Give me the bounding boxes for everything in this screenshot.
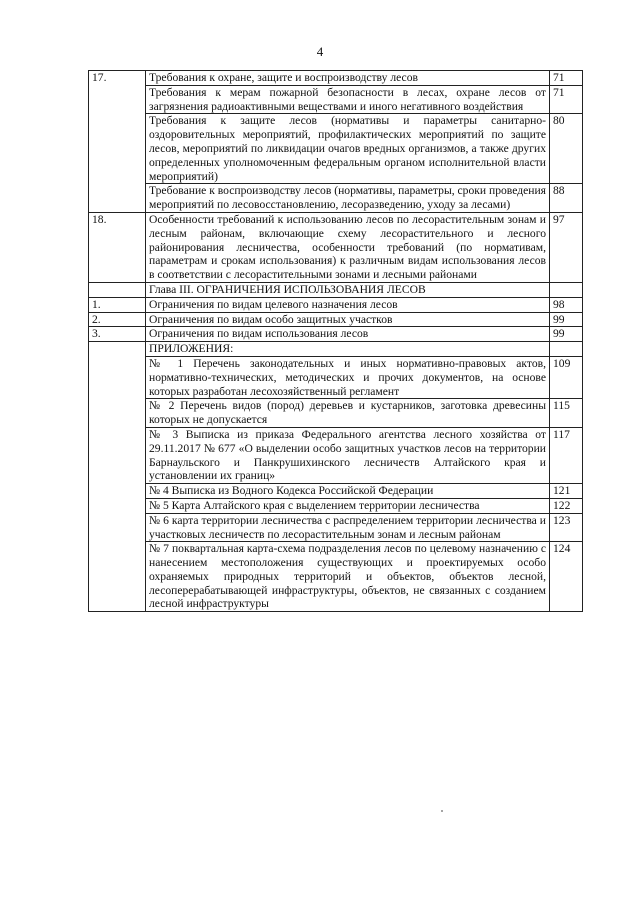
entry-title: Требования к защите лесов (нормативы и параметры санитарно-оздоровительных мероприятий, профилактических мероприятий по защите лесов, мероприятий по ликвидации очагов вредных организмов, а также других определенных уполномоченным федеральным органом исполнительной власти мероприятий) xyxy=(146,114,550,184)
entry-title: № 7 поквартальная карта-схема подразделения лесов по целевому назначению с нанесением местоположения существующих и проектируемых особо охраняемых природных территорий и объектов, объектов лесной, лесоперерабатывающей инфраструктуры, объектов, не связанных с созданием лесной инфраструктуры xyxy=(146,542,550,612)
entry-page-number: 88 xyxy=(550,184,583,213)
table-row xyxy=(89,71,583,86)
entry-title: Требования к мерам пожарной безопасности в лесах, охране лесов от загрязнения радиоактивными веществами и иного негативного воздействия xyxy=(146,85,550,114)
table-row xyxy=(89,114,583,184)
entry-title: Ограничения по видам особо защитных участков xyxy=(146,312,550,327)
entry-title: Ограничения по видам целевого назначения лесов xyxy=(146,297,550,312)
table-row xyxy=(89,297,583,312)
entry-title: № 2 Перечень видов (пород) деревьев и кустарников, заготовка древесины которых не допускается xyxy=(146,399,550,428)
section-number: 3. xyxy=(89,327,146,342)
table-row xyxy=(89,212,583,282)
table-row xyxy=(89,399,583,428)
table-row xyxy=(89,542,583,612)
section-number xyxy=(89,282,146,297)
entry-title: Ограничения по видам использования лесов xyxy=(146,327,550,342)
entry-title: № 1 Перечень законодательных и иных нормативно-правовых актов, нормативно-технических, методических и прочих документов, на основе которых разработан лесохозяйственный регламент xyxy=(146,356,550,398)
entry-page-number: 122 xyxy=(550,498,583,513)
entry-title: Особенности требований к использованию лесов по лесорастительным зонам и лесным районам, включающие схему лесорастительного и лесного районирования лесничества, особенности требований (по нормативам, параметрам и срокам использования) к различным видам использования лесов в соответствии с лесорастительными зонами и лесными районами xyxy=(146,212,550,282)
entry-page-number: 99 xyxy=(550,312,583,327)
entry-title: № 5 Карта Алтайского края с выделением территории лесничества xyxy=(146,498,550,513)
section-number: 17. xyxy=(89,71,146,213)
section-number: 2. xyxy=(89,312,146,327)
entry-page-number: 71 xyxy=(550,85,583,114)
table-of-contents xyxy=(88,70,583,612)
entry-page-number: 98 xyxy=(550,297,583,312)
entry-title: Требования к охране, защите и воспроизводству лесов xyxy=(146,71,550,86)
table-row xyxy=(89,484,583,499)
section-number: 1. xyxy=(89,297,146,312)
entry-page-number: 97 xyxy=(550,212,583,282)
page-number: 4 xyxy=(316,44,324,59)
section-number xyxy=(89,342,146,612)
table-row xyxy=(89,327,583,342)
entry-title: № 3 Выписка из приказа Федерального агентства лесного хозяйства от 29.11.2017 № 677 «О выделении особо защитных участков лесов на территории Барнаульского и Панкрушихинского лесничеств Алтайского края и установлении их границ» xyxy=(146,427,550,483)
entry-page-number: 121 xyxy=(550,484,583,499)
table-row xyxy=(89,498,583,513)
entry-title: № 4 Выписка из Водного Кодекса Российской Федерации xyxy=(146,484,550,499)
entry-page-number xyxy=(550,282,583,297)
table-row xyxy=(89,85,583,114)
entry-title: № 6 карта территории лесничества с распределением территории лесничества и участковых лесничеств по лесорастительным зонам и лесным районам xyxy=(146,513,550,542)
entry-page-number: 124 xyxy=(550,542,583,612)
entry-page-number: 71 xyxy=(550,71,583,86)
table-row xyxy=(89,342,583,357)
table-row xyxy=(89,312,583,327)
table-row xyxy=(89,184,583,213)
entry-title: Требование к воспроизводству лесов (нормативы, параметры, сроки проведения мероприятий по лесовосстановлению, лесоразведению, уходу за лесами) xyxy=(146,184,550,213)
entry-page-number xyxy=(550,342,583,357)
table-row xyxy=(89,282,583,297)
entry-page-number: 117 xyxy=(550,427,583,483)
entry-page-number: 109 xyxy=(550,356,583,398)
entry-title: ПРИЛОЖЕНИЯ: xyxy=(146,342,550,357)
scan-dot xyxy=(441,810,443,812)
table-row xyxy=(89,513,583,542)
entry-title: Глава III. ОГРАНИЧЕНИЯ ИСПОЛЬЗОВАНИЯ ЛЕСОВ xyxy=(146,282,550,297)
table-row xyxy=(89,427,583,483)
entry-page-number: 99 xyxy=(550,327,583,342)
section-number: 18. xyxy=(89,212,146,282)
entry-page-number: 115 xyxy=(550,399,583,428)
entry-page-number: 123 xyxy=(550,513,583,542)
entry-page-number: 80 xyxy=(550,114,583,184)
table-row xyxy=(89,356,583,398)
